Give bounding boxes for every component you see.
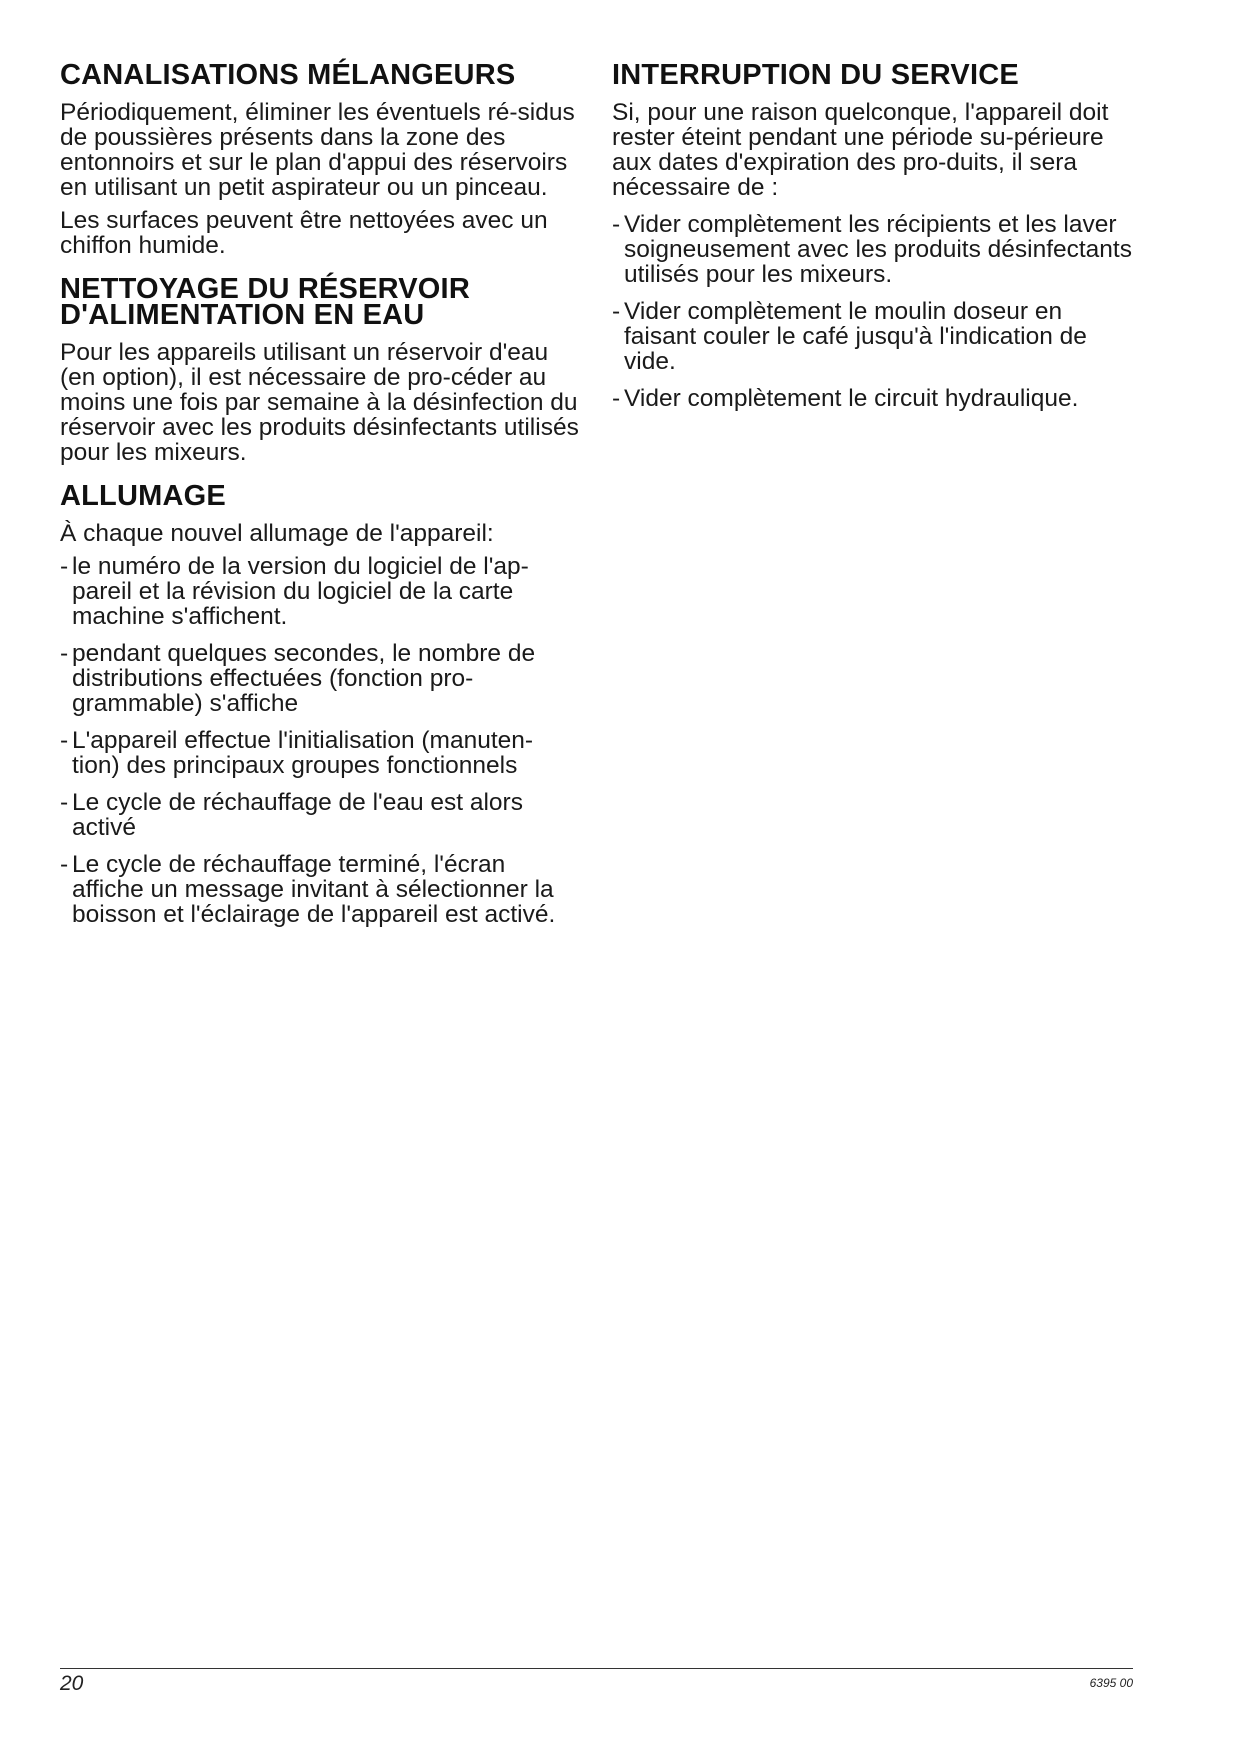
list-item-text: L'appareil effectue l'initialisation (manuten-tion) des principaux groupes fonctionnels [72, 727, 534, 779]
list-item-text: Vider complètement les récipients et les laver soigneusement avec les produits désinfectants utilisés pour les mixeurs. [624, 211, 1132, 288]
list-item [60, 554, 580, 629]
list-item [60, 852, 580, 927]
footer-divider [60, 1668, 1133, 1669]
list-item-text: Le cycle de réchauffage de l'eau est alors activé [72, 789, 523, 841]
section-interruption [612, 59, 1132, 412]
document-code: 6395 00 [1089, 1676, 1133, 1690]
right-column [612, 59, 1132, 429]
interruption-list [612, 212, 1132, 411]
dash-marker: - [612, 298, 621, 325]
paragraph: Les surfaces peuvent être nettoyées avec un chiffon humide. [60, 207, 548, 259]
dash-marker: - [60, 789, 69, 816]
allumage-list [60, 554, 580, 927]
dash-marker: - [612, 385, 621, 412]
list-item [60, 728, 580, 778]
heading-canalisations: CANALISATIONS MÉLANGEURS [60, 59, 516, 91]
dash-marker: - [60, 553, 69, 580]
list-item [60, 790, 580, 840]
list-item-text: pendant quelques secondes, le nombre de distributions effectuées (fonction pro-grammable) s'affiche [72, 640, 536, 717]
list-item [60, 641, 580, 716]
left-column [60, 59, 580, 945]
paragraph: Périodiquement, éliminer les éventuels ré-sidus de poussières présents dans la zone des entonnoirs et sur le plan d'appui des réservoirs en utilisant un petit aspirateur ou un pinceau. [60, 99, 575, 201]
paragraph: Pour les appareils utilisant un réservoir d'eau (en option), il est nécessaire de pro-céder au moins une fois par semaine à la désinfection du réservoir avec les produits désinfectants utilisés pour les mixeurs. [60, 339, 579, 466]
list-item-text: Le cycle de réchauffage terminé, l'écran affiche un message invitant à sélectionner la boisson et l'éclairage de l'appareil est activé. [72, 851, 556, 928]
list-item-text: le numéro de la version du logiciel de l'ap-pareil et la révision du logiciel de la carte machine s'affichent. [72, 553, 529, 630]
list-item [612, 386, 1132, 411]
page-number: 20 [60, 1672, 84, 1695]
list-item [612, 299, 1132, 374]
paragraph-intro: À chaque nouvel allumage de l'appareil: [60, 520, 494, 547]
heading-allumage: ALLUMAGE [60, 480, 226, 512]
section-nettoyage [60, 273, 580, 466]
section-allumage [60, 480, 580, 928]
list-item-text: Vider complètement le moulin doseur en faisant couler le café jusqu'à l'indication de vide. [624, 298, 1087, 375]
list-item-text: Vider complètement le circuit hydraulique. [624, 385, 1079, 412]
list-item [612, 212, 1132, 287]
dash-marker: - [612, 211, 621, 238]
heading-interruption: INTERRUPTION DU SERVICE [612, 59, 1019, 91]
dash-marker: - [60, 727, 69, 754]
section-canalisations [60, 59, 580, 259]
dash-marker: - [60, 640, 69, 667]
heading-nettoyage: NETTOYAGE DU RÉSERVOIR D'ALIMENTATION EN EAU [60, 273, 470, 331]
paragraph-intro: Si, pour une raison quelconque, l'appareil doit rester éteint pendant une période su-périeure aux dates d'expiration des pro-duits, il sera nécessaire de : [612, 99, 1109, 201]
dash-marker: - [60, 851, 69, 878]
